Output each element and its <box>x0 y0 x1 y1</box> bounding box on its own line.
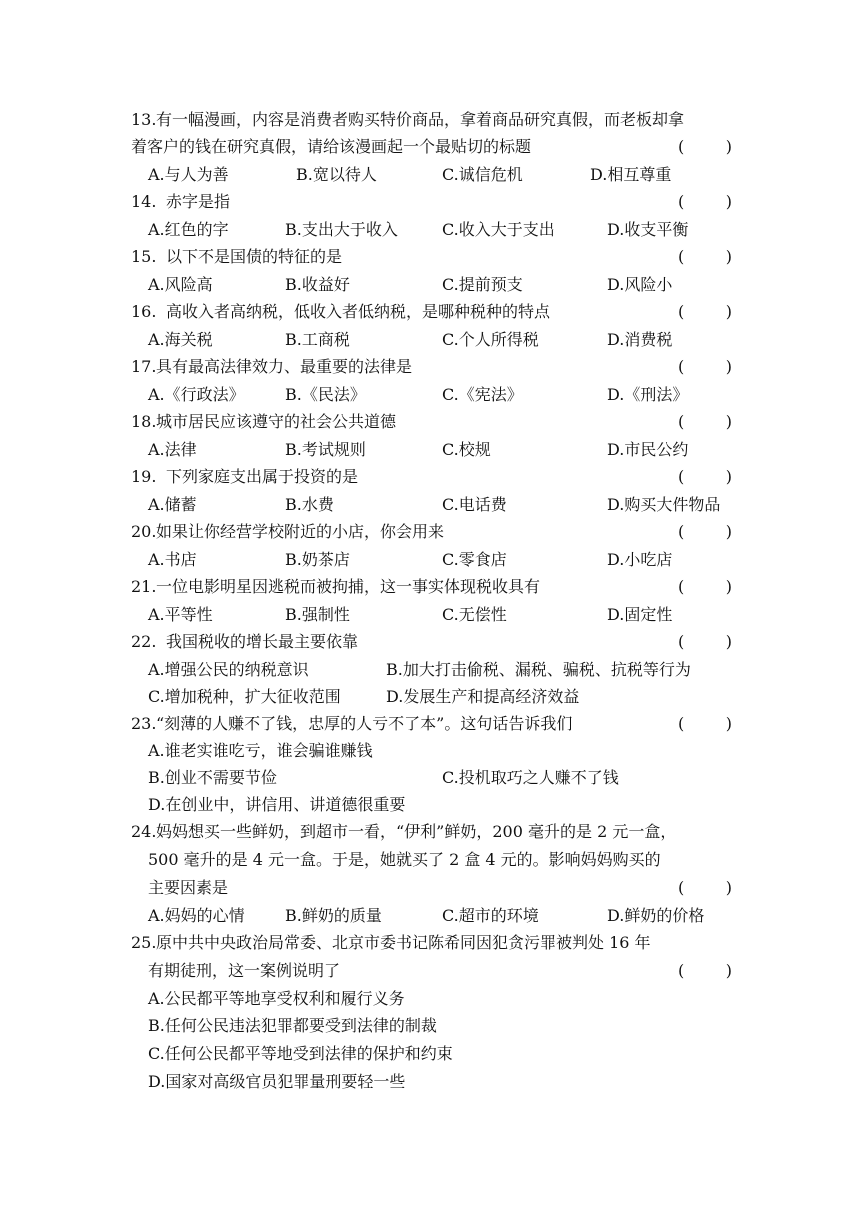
option-d: D.市民公约 <box>607 440 689 459</box>
question-stem: 我国税收的增长最主要依靠 <box>166 632 359 651</box>
question-stem: 500 毫升的是 4 元一盒。于是，她就买了 2 盒 4 元的。影响妈妈购买的 <box>148 850 661 869</box>
question-25-option-c <box>0 1040 860 1067</box>
question-number: 19. <box>131 467 157 486</box>
question-24-options <box>0 902 860 929</box>
option-d: D.国家对高级官员犯罪量刑要轻一些 <box>148 1072 406 1091</box>
question-25-option-d <box>0 1068 860 1095</box>
option-c: C.《宪法》 <box>442 385 523 404</box>
option-d: D.消费税 <box>607 330 673 349</box>
option-d: D.购买大件物品 <box>607 495 721 514</box>
option-a: A.法律 <box>148 440 197 459</box>
option-d: D.在创业中，讲信用、讲道德很重要 <box>148 795 406 814</box>
question-17-stem: 17. 具有最高法律效力、最重要的法律是 ( ) <box>0 353 860 380</box>
option-c: C.超市的环境 <box>442 906 539 925</box>
option-b: B.工商税 <box>285 330 350 349</box>
option-c: C.提前预支 <box>442 275 523 294</box>
option-c: C.无偿性 <box>442 605 507 624</box>
question-number: 15. <box>131 247 157 266</box>
question-23-option-d <box>0 791 860 818</box>
question-19-stem: 19. 下列家庭支出属于投资的是 ( ) <box>0 463 860 490</box>
question-21-options <box>0 601 860 628</box>
question-15-stem: 15. 以下不是国债的特征的是 ( ) <box>0 243 860 270</box>
option-a: A.海关税 <box>148 330 213 349</box>
question-number: 18. <box>131 412 157 431</box>
question-21-stem: 21. 一位电影明星因逃税而被拘捕，这一事实体现税收具有 ( ) <box>0 573 860 600</box>
question-number: 23. <box>131 714 157 733</box>
option-a: A.与人为善 <box>148 165 229 184</box>
question-22-stem: 22. 我国税收的增长最主要依靠 ( ) <box>0 628 860 655</box>
question-20-stem: 20. 如果让你经营学校附近的小店，你会用来 ( ) <box>0 518 860 545</box>
question-13-stem-line-2: 着客户的钱在研究真假，请给该漫画起一个最贴切的标题 ( ) <box>0 133 860 160</box>
option-b: B.创业不需要节俭 <box>148 768 277 787</box>
question-16-stem: 16. 高收入者高纳税，低收入者低纳税，是哪种税种的特点 ( ) <box>0 298 860 325</box>
option-d: D.风险小 <box>607 275 673 294</box>
question-14-stem: 14. 赤字是指 ( ) <box>0 188 860 215</box>
option-b: B.任何公民违法犯罪都要受到法律的制裁 <box>148 1016 437 1035</box>
question-24-stem-line-1 <box>0 818 860 845</box>
question-stem: 主要因素是 <box>148 878 229 897</box>
question-24-stem-line-3: 主要因素是 ( ) <box>0 874 860 901</box>
question-number: 22. <box>131 632 157 651</box>
question-number: 21. <box>131 577 157 596</box>
question-23-stem: 23. “刻薄的人赚不了钱，忠厚的人亏不了本”。这句话告诉我们 ( ) <box>0 710 860 737</box>
question-number: 16. <box>131 302 157 321</box>
question-stem: 以下不是国债的特征的是 <box>166 247 343 266</box>
question-stem: 高收入者高纳税，低收入者低纳税，是哪种税种的特点 <box>166 302 551 321</box>
question-stem: 城市居民应该遵守的社会公共道德 <box>156 412 397 431</box>
option-d: D.固定性 <box>607 605 673 624</box>
option-c: C.个人所得税 <box>442 330 539 349</box>
option-d: D.《刑法》 <box>607 385 689 404</box>
option-a: A.储蓄 <box>148 495 197 514</box>
option-d: D.鲜奶的价格 <box>607 906 705 925</box>
option-b: B.考试规则 <box>285 440 366 459</box>
option-d: D.发展生产和提高经济效益 <box>386 687 580 706</box>
question-24-stem-line-2 <box>0 846 860 873</box>
question-23-options-row-2 <box>0 764 860 791</box>
option-a: A.公民都平等地享受权利和履行义务 <box>148 989 405 1008</box>
question-25-stem-line-2: 有期徒刑，这一案例说明了 ( ) <box>0 957 860 984</box>
option-d: D.收支平衡 <box>607 220 689 239</box>
question-stem: 具有最高法律效力、最重要的法律是 <box>156 357 413 376</box>
question-18-options <box>0 436 860 463</box>
option-c: C.零食店 <box>442 550 507 569</box>
question-number: 14. <box>131 192 157 211</box>
question-19-options <box>0 491 860 518</box>
question-23-option-a <box>0 737 860 764</box>
option-c: C.电话费 <box>442 495 507 514</box>
question-number: 25. <box>131 933 157 952</box>
option-b: B.奶茶店 <box>285 550 350 569</box>
question-18-stem: 18. 城市居民应该遵守的社会公共道德 ( ) <box>0 408 860 435</box>
question-stem: 原中共中央政治局常委、北京市委书记陈希同因犯贪污罪被判处 16 年 <box>156 933 651 952</box>
option-b: B.《民法》 <box>285 385 366 404</box>
option-d: D.小吃店 <box>607 550 673 569</box>
option-a: A.平等性 <box>148 605 213 624</box>
option-c: C.诚信危机 <box>442 165 523 184</box>
option-b: B.强制性 <box>285 605 350 624</box>
option-a: A.红色的字 <box>148 220 229 239</box>
option-c: C.增加税种，扩大征收范围 <box>148 687 341 706</box>
option-a: A.《行政法》 <box>148 385 245 404</box>
question-stem: 赤字是指 <box>166 192 231 211</box>
question-20-options <box>0 546 860 573</box>
question-17-options <box>0 381 860 408</box>
question-13-stem-line-1 <box>0 106 860 133</box>
question-14-options <box>0 216 860 243</box>
question-25-option-b <box>0 1012 860 1039</box>
question-15-options <box>0 271 860 298</box>
option-b: B.加大打击偷税、漏税、骗税、抗税等行为 <box>386 660 691 679</box>
option-c: C.校规 <box>442 440 491 459</box>
question-stem: 妈妈想买一些鲜奶，到超市一看，“伊利”鲜奶，200 毫升的是 2 元一盒， <box>156 822 677 841</box>
question-number: 13. <box>131 110 157 129</box>
question-number: 24. <box>131 822 157 841</box>
question-25-option-a <box>0 985 860 1012</box>
option-a: A.增强公民的纳税意识 <box>148 660 309 679</box>
question-stem: 下列家庭支出属于投资的是 <box>166 467 359 486</box>
option-b: B.支出大于收入 <box>285 220 398 239</box>
option-a: A.风险高 <box>148 275 213 294</box>
question-stem: 有期徒刑，这一案例说明了 <box>148 961 341 980</box>
question-stem: “刻薄的人赚不了钱，忠厚的人亏不了本”。这句话告诉我们 <box>156 714 573 733</box>
question-stem: 一位电影明星因逃税而被拘捕，这一事实体现税收具有 <box>156 577 541 596</box>
question-number: 17. <box>131 357 157 376</box>
question-stem: 如果让你经营学校附近的小店，你会用来 <box>156 522 445 541</box>
option-b: B.水费 <box>285 495 334 514</box>
question-22-options-row-1 <box>0 656 860 683</box>
option-b: B.收益好 <box>285 275 350 294</box>
question-number: 20. <box>131 522 157 541</box>
question-16-options <box>0 326 860 353</box>
option-c: C.收入大于支出 <box>442 220 555 239</box>
question-25-stem-line-1 <box>0 929 860 956</box>
option-d: D.相互尊重 <box>590 165 672 184</box>
option-c: C.任何公民都平等地受到法律的保护和约束 <box>148 1044 453 1063</box>
option-c: C.投机取巧之人赚不了钱 <box>442 768 619 787</box>
question-22-options-row-2 <box>0 683 860 710</box>
option-b: B.宽以待人 <box>296 165 377 184</box>
option-a: A.谁老实谁吃亏，谁会骗谁赚钱 <box>148 741 373 760</box>
question-stem: 有一幅漫画，内容是消费者购买特价商品，拿着商品研究真假，而老板却拿 <box>156 110 685 129</box>
question-13-options <box>0 161 860 188</box>
question-stem: 着客户的钱在研究真假，请给该漫画起一个最贴切的标题 <box>131 137 532 156</box>
option-a: A.妈妈的心情 <box>148 906 245 925</box>
option-b: B.鲜奶的质量 <box>285 906 382 925</box>
option-a: A.书店 <box>148 550 197 569</box>
